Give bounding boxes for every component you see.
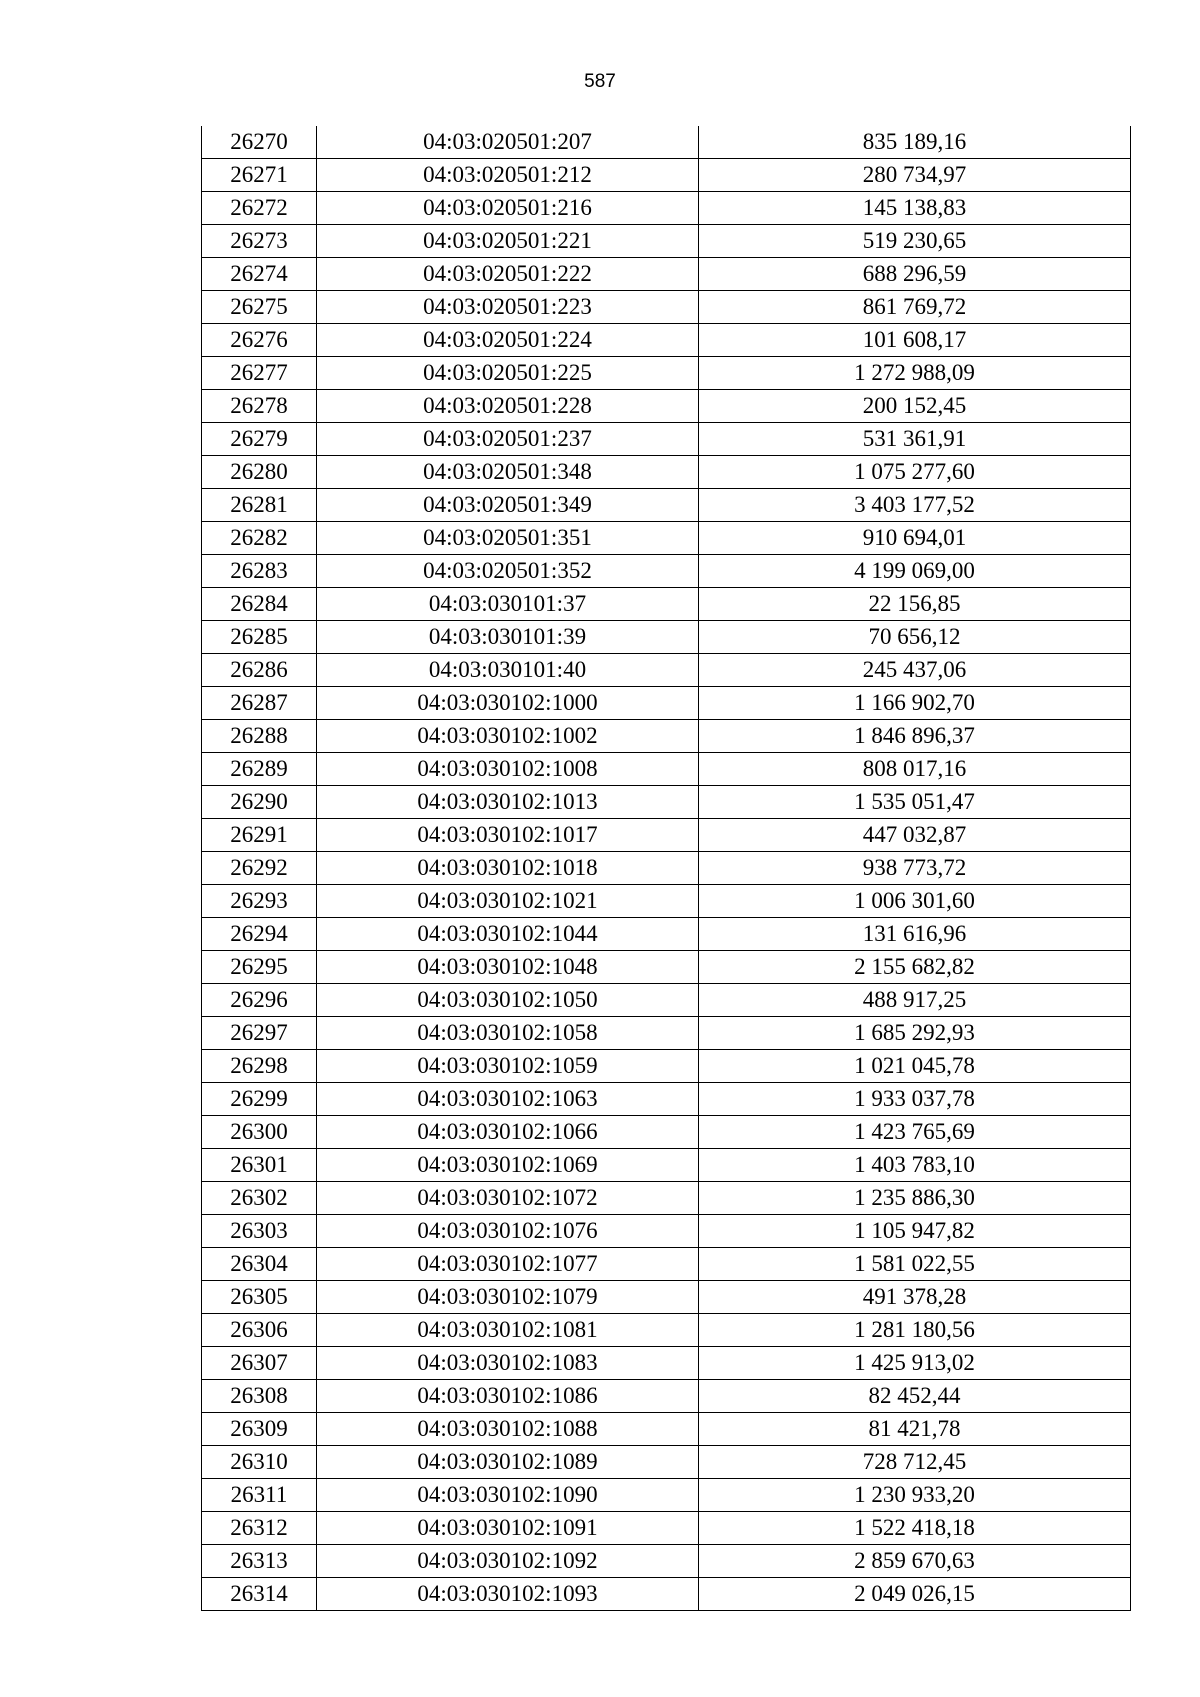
cadastral-value-cell: 1 425 913,02 [699, 1347, 1131, 1380]
cadastral-number-cell: 04:03:020501:228 [317, 390, 699, 423]
row-number-cell: 26308 [202, 1380, 317, 1413]
cadastral-value-cell: 491 378,28 [699, 1281, 1131, 1314]
cadastral-number-cell: 04:03:020501:223 [317, 291, 699, 324]
row-number-cell: 26277 [202, 357, 317, 390]
cadastral-value-cell: 1 230 933,20 [699, 1479, 1131, 1512]
table-row [202, 1446, 1131, 1479]
row-number-cell: 26307 [202, 1347, 317, 1380]
table-row [202, 720, 1131, 753]
row-number-cell: 26314 [202, 1578, 317, 1611]
cadastral-value-cell: 1 685 292,93 [699, 1017, 1131, 1050]
row-number-cell: 26304 [202, 1248, 317, 1281]
cadastral-value-cell: 1 006 301,60 [699, 885, 1131, 918]
cadastral-number-cell: 04:03:030102:1063 [317, 1083, 699, 1116]
cadastral-number-cell: 04:03:030102:1059 [317, 1050, 699, 1083]
table-row [202, 1281, 1131, 1314]
cadastral-value-cell: 2 859 670,63 [699, 1545, 1131, 1578]
table-row [202, 984, 1131, 1017]
row-number-cell: 26297 [202, 1017, 317, 1050]
row-number-cell: 26290 [202, 786, 317, 819]
row-number-cell: 26281 [202, 489, 317, 522]
table-row [202, 489, 1131, 522]
cadastral-number-cell: 04:03:030102:1086 [317, 1380, 699, 1413]
table-row [202, 753, 1131, 786]
cadastral-value-cell: 447 032,87 [699, 819, 1131, 852]
cadastral-value-cell: 200 152,45 [699, 390, 1131, 423]
table-row [202, 555, 1131, 588]
cadastral-number-cell: 04:03:030102:1089 [317, 1446, 699, 1479]
table-row [202, 324, 1131, 357]
cadastral-value-cell: 22 156,85 [699, 588, 1131, 621]
cadastral-value-cell: 688 296,59 [699, 258, 1131, 291]
cadastral-value-cell: 1 105 947,82 [699, 1215, 1131, 1248]
cadastral-value-cell: 3 403 177,52 [699, 489, 1131, 522]
table-row [202, 1050, 1131, 1083]
cadastral-number-cell: 04:03:030102:1002 [317, 720, 699, 753]
cadastral-value-cell: 1 933 037,78 [699, 1083, 1131, 1116]
cadastral-number-cell: 04:03:030102:1021 [317, 885, 699, 918]
row-number-cell: 26294 [202, 918, 317, 951]
row-number-cell: 26289 [202, 753, 317, 786]
cadastral-value-cell: 280 734,97 [699, 159, 1131, 192]
row-number-cell: 26286 [202, 654, 317, 687]
cadastral-number-cell: 04:03:030102:1017 [317, 819, 699, 852]
cadastral-value-cell: 1 535 051,47 [699, 786, 1131, 819]
cadastral-number-cell: 04:03:030102:1058 [317, 1017, 699, 1050]
cadastral-value-cell: 938 773,72 [699, 852, 1131, 885]
cadastral-number-cell: 04:03:030102:1066 [317, 1116, 699, 1149]
cadastral-value-cell: 145 138,83 [699, 192, 1131, 225]
cadastral-number-cell: 04:03:030102:1048 [317, 951, 699, 984]
table-row [202, 357, 1131, 390]
row-number-cell: 26306 [202, 1314, 317, 1347]
row-number-cell: 26296 [202, 984, 317, 1017]
row-number-cell: 26301 [202, 1149, 317, 1182]
cadastral-value-cell: 1 281 180,56 [699, 1314, 1131, 1347]
table-row [202, 1578, 1131, 1611]
row-number-cell: 26303 [202, 1215, 317, 1248]
cadastral-number-cell: 04:03:030102:1000 [317, 687, 699, 720]
row-number-cell: 26312 [202, 1512, 317, 1545]
row-number-cell: 26274 [202, 258, 317, 291]
cadastral-value-cell: 1 846 896,37 [699, 720, 1131, 753]
table-row [202, 159, 1131, 192]
cadastral-number-cell: 04:03:030102:1091 [317, 1512, 699, 1545]
row-number-cell: 26275 [202, 291, 317, 324]
row-number-cell: 26280 [202, 456, 317, 489]
table-row [202, 126, 1131, 159]
row-number-cell: 26310 [202, 1446, 317, 1479]
cadastral-number-cell: 04:03:030101:37 [317, 588, 699, 621]
cadastral-value-cell: 531 361,91 [699, 423, 1131, 456]
cadastral-number-cell: 04:03:030102:1077 [317, 1248, 699, 1281]
cadastral-number-cell: 04:03:030102:1090 [317, 1479, 699, 1512]
row-number-cell: 26287 [202, 687, 317, 720]
row-number-cell: 26276 [202, 324, 317, 357]
cadastral-value-cell: 728 712,45 [699, 1446, 1131, 1479]
row-number-cell: 26292 [202, 852, 317, 885]
row-number-cell: 26291 [202, 819, 317, 852]
cadastral-value-cell: 1 021 045,78 [699, 1050, 1131, 1083]
cadastral-value-cell: 1 075 277,60 [699, 456, 1131, 489]
row-number-cell: 26311 [202, 1479, 317, 1512]
table-row [202, 1017, 1131, 1050]
table-row [202, 1314, 1131, 1347]
cadastral-number-cell: 04:03:030102:1072 [317, 1182, 699, 1215]
cadastral-value-cell: 519 230,65 [699, 225, 1131, 258]
row-number-cell: 26285 [202, 621, 317, 654]
table-row [202, 1116, 1131, 1149]
table-row [202, 1545, 1131, 1578]
cadastral-value-cell: 488 917,25 [699, 984, 1131, 1017]
row-number-cell: 26313 [202, 1545, 317, 1578]
row-number-cell: 26305 [202, 1281, 317, 1314]
cadastral-value-cell: 861 769,72 [699, 291, 1131, 324]
row-number-cell: 26295 [202, 951, 317, 984]
cadastral-number-cell: 04:03:030102:1050 [317, 984, 699, 1017]
cadastral-value-cell: 1 423 765,69 [699, 1116, 1131, 1149]
table-body [202, 126, 1131, 1611]
row-number-cell: 26282 [202, 522, 317, 555]
table-row [202, 1149, 1131, 1182]
cadastral-value-cell: 245 437,06 [699, 654, 1131, 687]
table-row [202, 687, 1131, 720]
table-row [202, 1512, 1131, 1545]
row-number-cell: 26279 [202, 423, 317, 456]
row-number-cell: 26299 [202, 1083, 317, 1116]
cadastral-value-cell: 1 235 886,30 [699, 1182, 1131, 1215]
cadastral-number-cell: 04:03:030102:1088 [317, 1413, 699, 1446]
cadastral-value-cell: 2 155 682,82 [699, 951, 1131, 984]
cadastral-number-cell: 04:03:020501:221 [317, 225, 699, 258]
row-number-cell: 26288 [202, 720, 317, 753]
row-number-cell: 26273 [202, 225, 317, 258]
row-number-cell: 26298 [202, 1050, 317, 1083]
cadastral-value-cell: 1 581 022,55 [699, 1248, 1131, 1281]
cadastral-value-cell: 1 522 418,18 [699, 1512, 1131, 1545]
cadastral-value-cell: 835 189,16 [699, 126, 1131, 159]
table-row [202, 390, 1131, 423]
cadastral-value-cell: 131 616,96 [699, 918, 1131, 951]
row-number-cell: 26302 [202, 1182, 317, 1215]
cadastral-value-cell: 82 452,44 [699, 1380, 1131, 1413]
table-row [202, 456, 1131, 489]
table-row [202, 1083, 1131, 1116]
cadastral-number-cell: 04:03:030102:1069 [317, 1149, 699, 1182]
table-row [202, 291, 1131, 324]
row-number-cell: 26278 [202, 390, 317, 423]
cadastral-value-table [201, 126, 1131, 1611]
cadastral-number-cell: 04:03:020501:207 [317, 126, 699, 159]
row-number-cell: 26300 [202, 1116, 317, 1149]
cadastral-number-cell: 04:03:020501:216 [317, 192, 699, 225]
table-row [202, 1479, 1131, 1512]
cadastral-number-cell: 04:03:020501:225 [317, 357, 699, 390]
cadastral-number-cell: 04:03:030102:1076 [317, 1215, 699, 1248]
cadastral-number-cell: 04:03:020501:352 [317, 555, 699, 588]
table-row [202, 258, 1131, 291]
cadastral-number-cell: 04:03:020501:349 [317, 489, 699, 522]
cadastral-number-cell: 04:03:020501:351 [317, 522, 699, 555]
table-row [202, 1413, 1131, 1446]
cadastral-value-cell: 1 272 988,09 [699, 357, 1131, 390]
table-row [202, 1248, 1131, 1281]
cadastral-value-cell: 101 608,17 [699, 324, 1131, 357]
cadastral-value-cell: 4 199 069,00 [699, 555, 1131, 588]
table-row [202, 1182, 1131, 1215]
row-number-cell: 26293 [202, 885, 317, 918]
table-row [202, 918, 1131, 951]
cadastral-number-cell: 04:03:030102:1092 [317, 1545, 699, 1578]
row-number-cell: 26270 [202, 126, 317, 159]
table-row [202, 654, 1131, 687]
cadastral-number-cell: 04:03:030102:1079 [317, 1281, 699, 1314]
table-row [202, 885, 1131, 918]
cadastral-value-cell: 808 017,16 [699, 753, 1131, 786]
table-row [202, 951, 1131, 984]
cadastral-number-cell: 04:03:030101:40 [317, 654, 699, 687]
cadastral-number-cell: 04:03:030102:1044 [317, 918, 699, 951]
row-number-cell: 26283 [202, 555, 317, 588]
cadastral-number-cell: 04:03:020501:222 [317, 258, 699, 291]
cadastral-value-cell: 2 049 026,15 [699, 1578, 1131, 1611]
table-row [202, 423, 1131, 456]
table-row [202, 852, 1131, 885]
cadastral-value-cell: 1 166 902,70 [699, 687, 1131, 720]
table-row [202, 1380, 1131, 1413]
cadastral-number-cell: 04:03:030101:39 [317, 621, 699, 654]
table-row [202, 522, 1131, 555]
row-number-cell: 26271 [202, 159, 317, 192]
page-number: 587 [584, 71, 616, 92]
cadastral-number-cell: 04:03:030102:1018 [317, 852, 699, 885]
table-row [202, 819, 1131, 852]
cadastral-value-cell: 910 694,01 [699, 522, 1131, 555]
row-number-cell: 26309 [202, 1413, 317, 1446]
table-row [202, 192, 1131, 225]
cadastral-number-cell: 04:03:020501:348 [317, 456, 699, 489]
cadastral-number-cell: 04:03:020501:224 [317, 324, 699, 357]
cadastral-number-cell: 04:03:030102:1013 [317, 786, 699, 819]
table-row [202, 786, 1131, 819]
row-number-cell: 26284 [202, 588, 317, 621]
table-row [202, 588, 1131, 621]
cadastral-number-cell: 04:03:030102:1083 [317, 1347, 699, 1380]
cadastral-value-cell: 70 656,12 [699, 621, 1131, 654]
table-row [202, 225, 1131, 258]
table-row [202, 1215, 1131, 1248]
row-number-cell: 26272 [202, 192, 317, 225]
cadastral-number-cell: 04:03:030102:1081 [317, 1314, 699, 1347]
cadastral-number-cell: 04:03:020501:237 [317, 423, 699, 456]
table-row [202, 621, 1131, 654]
cadastral-number-cell: 04:03:030102:1008 [317, 753, 699, 786]
cadastral-value-cell: 81 421,78 [699, 1413, 1131, 1446]
table-row [202, 1347, 1131, 1380]
cadastral-number-cell: 04:03:030102:1093 [317, 1578, 699, 1611]
cadastral-value-cell: 1 403 783,10 [699, 1149, 1131, 1182]
cadastral-number-cell: 04:03:020501:212 [317, 159, 699, 192]
